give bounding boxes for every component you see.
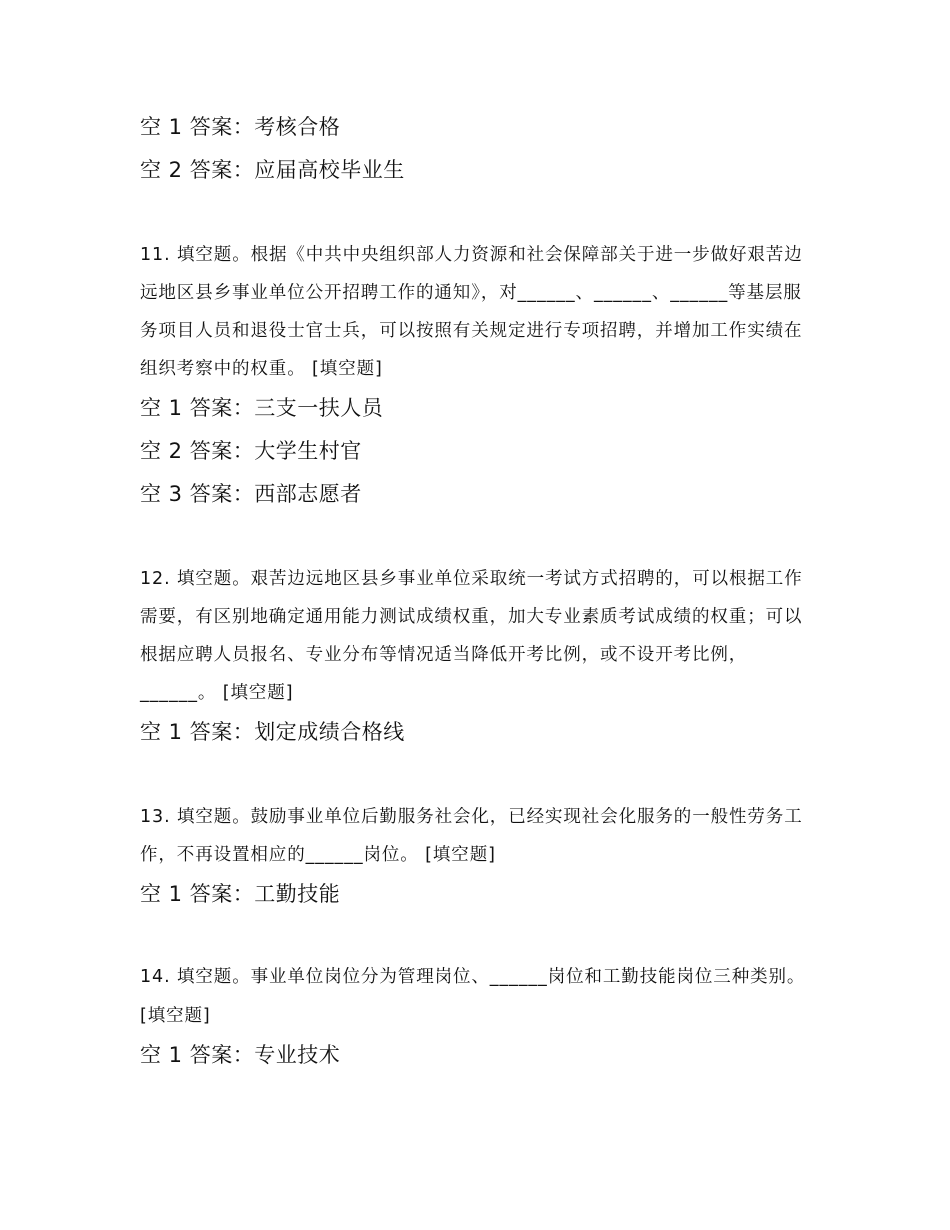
- question-text-line: 13. 填空题。鼓励事业单位后勤服务社会化，已经实现社会化服务的一般性劳务工: [140, 807, 803, 827]
- question-text-line: 根据应聘人员报名、专业分布等情况适当降低开考比例，或不设开考比例，: [140, 645, 748, 665]
- answer-line: 空 3 答案：西部志愿者: [140, 482, 362, 506]
- question-text-line: 组织考察中的权重。 [填空题]: [140, 359, 383, 379]
- answer-line: 空 1 答案：考核合格: [140, 115, 341, 139]
- answer-line: 空 1 答案：工勤技能: [140, 882, 341, 906]
- question-text-line: 11. 填空题。根据《中共中央组织部人力资源和社会保障部关于进一步做好艰苦边: [140, 245, 803, 265]
- question-text-line: ______。 [填空题]: [140, 683, 294, 703]
- question-text-line: [填空题]: [140, 1006, 211, 1026]
- answer-line: 空 1 答案：划定成绩合格线: [140, 720, 405, 744]
- question-text-line: 务项目人员和退役士官士兵，可以按照有关规定进行专项招聘，并增加工作实绩在: [140, 321, 803, 341]
- answer-line: 空 2 答案：应届高校毕业生: [140, 158, 405, 182]
- question-text-line: 作，不再设置相应的______岗位。 [填空题]: [140, 845, 496, 865]
- answer-line: 空 1 答案：三支一扶人员: [140, 396, 384, 420]
- answer-line: 空 1 答案：专业技术: [140, 1043, 341, 1067]
- question-text-line: 远地区县乡事业单位公开招聘工作的通知》，对______、______、______等基层服: [140, 283, 802, 303]
- question-text-line: 14. 填空题。事业单位岗位分为管理岗位、______岗位和工勤技能岗位三种类别。: [140, 967, 806, 987]
- question-text-line: 12. 填空题。艰苦边远地区县乡事业单位采取统一考试方式招聘的，可以根据工作: [140, 569, 803, 589]
- question-text-line: 需要，有区别地确定通用能力测试成绩权重，加大专业素质考试成绩的权重；可以: [140, 607, 803, 627]
- answer-line: 空 2 答案：大学生村官: [140, 439, 362, 463]
